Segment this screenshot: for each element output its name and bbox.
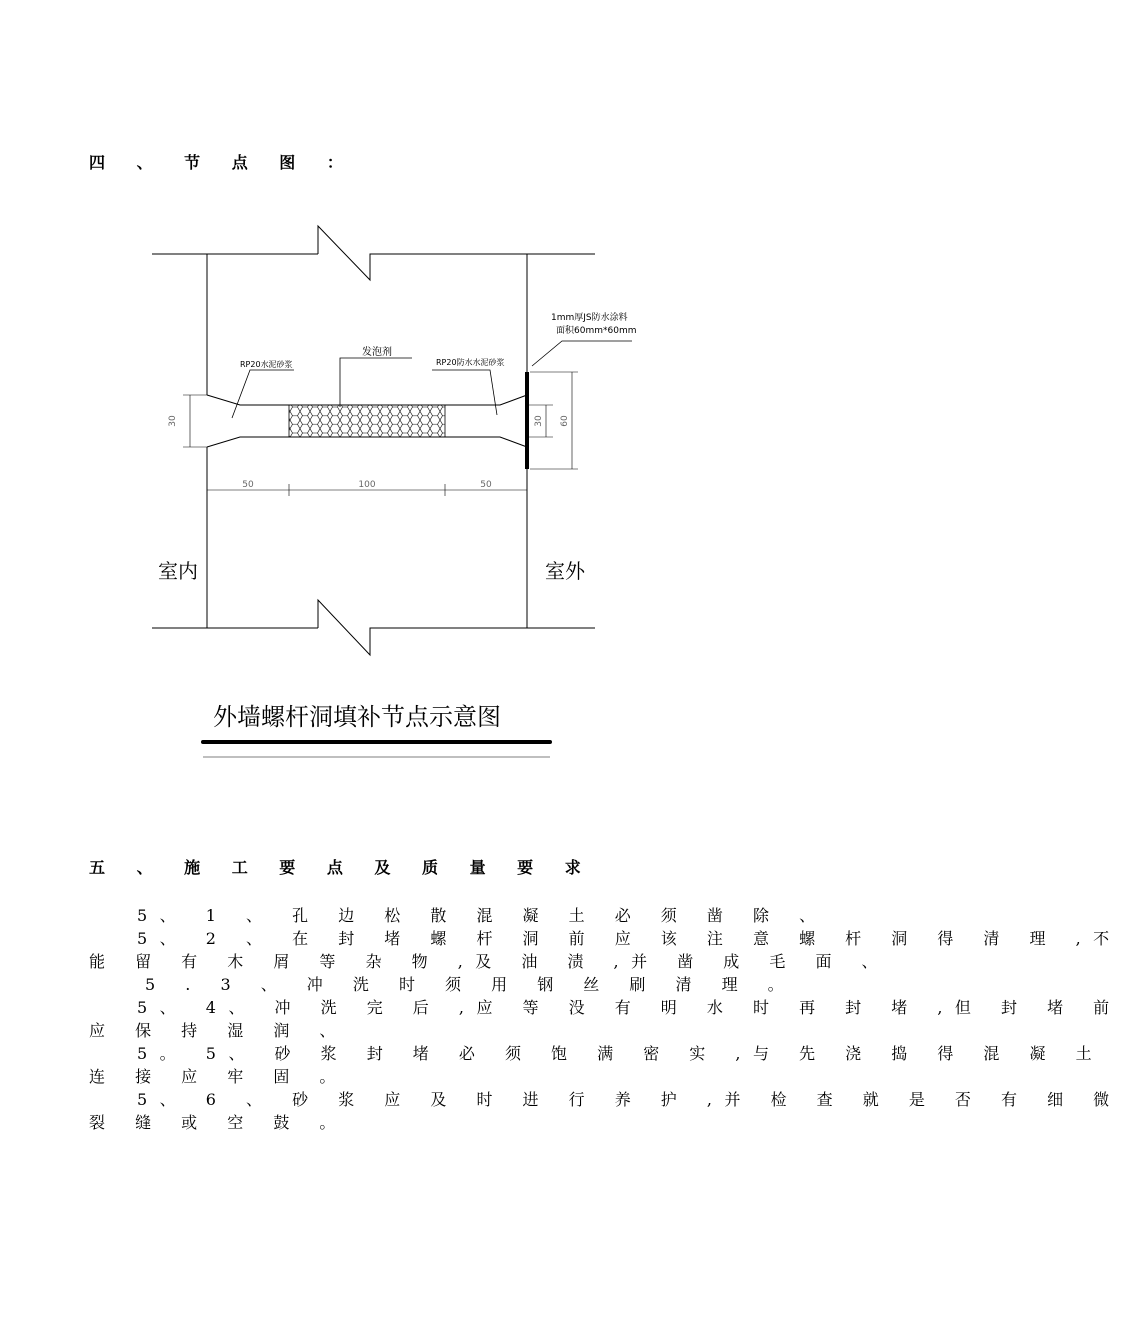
foam-filler [289, 405, 445, 437]
outdoor-label: 室外 [545, 559, 585, 583]
bolt-hole-detail-diagram [0, 200, 950, 780]
mortar-left-label: RP20水泥砂浆 [240, 360, 293, 369]
req-line-1: 5、 1 、 孔 边 松 散 混 凝 土 必 须 凿 除 、 [137, 906, 828, 925]
dim-left-30: 30 [168, 415, 178, 427]
req-line-2: 5、 2 、 在 封 堵 螺 杆 洞 前 应 该 注 意 螺 杆 洞 得 清 理 ,不 [137, 929, 1122, 948]
mortar-right-label: RP20防水水泥砂浆 [436, 358, 505, 367]
req-line-3: 能 留 有 木 屑 等 杂 物 ,及 油 渍 ,并 凿 成 毛 面 、 [89, 952, 891, 971]
indoor-label: 室内 [158, 559, 198, 583]
requirements-text [89, 904, 1122, 1134]
req-line-9: 5、 6 、 砂 浆 应 及 时 进 行 养 护 ,并 检 查 就 是 否 有 细 微 [137, 1090, 1122, 1109]
dim-right-60: 60 [560, 415, 570, 427]
dim-bottom-100: 100 [358, 480, 376, 490]
membrane-label-line2: 面积60mm*60mm [556, 326, 637, 336]
diagram-caption: 外墙螺杆洞填补节点示意图 [213, 703, 501, 731]
membrane-label-line1: 1mm厚JS防水涂料 [551, 313, 628, 323]
req-line-10: 裂 缝 或 空 鼓 。 [89, 1113, 348, 1132]
req-line-8: 连 接 应 牢 固 。 [89, 1067, 348, 1086]
dim-right-30: 30 [534, 415, 544, 427]
section-5-heading: 五 、 施 工 要 点 及 质 量 要 求 [89, 858, 594, 877]
req-line-5: 5、 4、 冲 洗 完 后 ,应 等 没 有 明 水 时 再 封 堵 ,但 封 堵 前 [137, 998, 1122, 1017]
dim-bottom-50b: 50 [480, 480, 492, 490]
dim-bottom-50a: 50 [242, 480, 254, 490]
foam-label: 发泡剂 [362, 347, 392, 358]
req-line-6: 应 保 持 湿 润 、 [89, 1021, 348, 1040]
req-line-7: 5。 5、 砂 浆 封 堵 必 须 饱 满 密 实 ,与 先 浇 捣 得 混 凝 土 [137, 1044, 1105, 1063]
section-4-heading: 四 、 节 点 图 ： [89, 153, 356, 172]
req-line-4: 5 . 3 、 冲 洗 时 须 用 钢 丝 刷 清 理 。 [145, 975, 797, 994]
